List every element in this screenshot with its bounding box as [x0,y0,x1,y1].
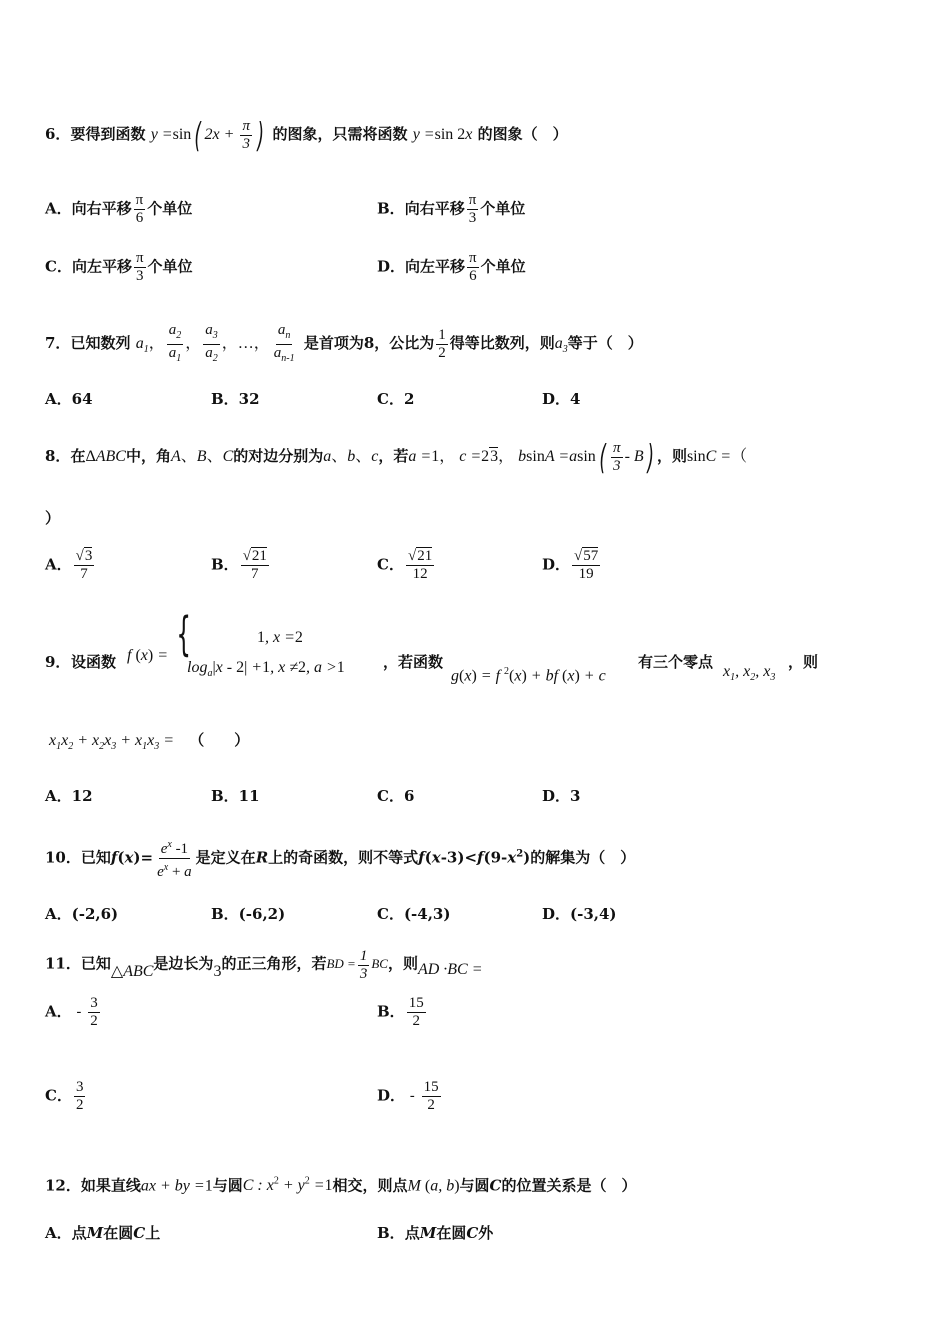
q8-number: 8． [45,447,71,466]
question-8: 8．在ΔABC中，角A、B、C的对边分别为a、b、c，若a =1， c =23， bsinA =asin( $\frac{\pi}{3}$ - B) ，则sinC =（ [45,437,748,478]
q10-option-c[interactable]: C．(-4,3) [377,905,451,923]
q12-number: 12． [45,1176,81,1195]
q12-option-a[interactable]: A．点M在圆C上 [45,1224,161,1242]
q7-sequence: $a_1$， $\frac{a_2}{a_1}$ ， $\frac{a_3}{a_2}$ ，…， $\frac{a_n}{a_{n-1}}$ [135,322,295,364]
q8-option-c[interactable]: C． $\frac{√21}{12}$ [377,548,433,582]
q9-option-c[interactable]: C．6 [377,787,415,805]
q11-number: 11． [45,954,81,973]
q11-option-b[interactable]: B． $\frac{15}{2}$ [377,995,424,1029]
q6-option-b[interactable]: B．向右平移 $\frac{\pi}{3}$ 个单位 [377,192,526,226]
q9-option-a[interactable]: A．12 [45,787,93,805]
q7-option-b[interactable]: B．32 [211,390,260,408]
q6-option-d[interactable]: D．向左平移 $\frac{\pi}{6}$ 个单位 [377,250,526,284]
q8-closing: ） [45,509,61,527]
q9-option-b[interactable]: B．11 [211,787,260,805]
exam-page: 6．要得到函数 y =sin( 2x + $\frac{\pi}{3}$ ) 的图象，只需将函数 y =sin 2x 的图象（ ） A．向右平移 $\frac{\pi}{6}$ 个单位 B．向右平移 $\frac{\pi}{3}$ 个单位 C．向左平移 $\frac{\pi}{3}$ 个单位 D．向左平移 $\frac{\pi}{6}$ 个单位 7．已知数列 $a_1$， $\frac{a_2}{a_1}$ ， $\frac{a_3}{a_2}$ ，…， $\frac{a_n}{a_{n-1}}$ 是首项为8，公比为 $\frac{1}{2}$ 得等比数列，则$a_3$等于（ ） A．64 B．32 C．2 D．4 8．在ΔABC中，角A、B、C的对边分别为a、b、c，若a =1， c =23， bsinA =asin( $\frac{\pi}{3}$ - B) ，则sinC =（ ） A． $\frac{√3}{7}$ B． $\frac{√21}{7}$ C． $\frac{√21}{12}$ D． $\frac{√57}{19}$ 9． 设函数 f (x) = { 1, x =2 $\log_a|x - 2| +1$, x ≠2, a >1 ，若函数 g(x) = f $^2$(x) + bf (x) + c 有三个零点 $x_1$, $x_2$, $x_3$ ，则 $x_1x_2 + x_2x_3 + x_1x_3$ = （ ） A．12 B．11 C．6 D．3 10．已知f(x)= $\frac{e^x -1}{e^x + a}$ 是定义在R上的奇函数，则不等式$f(x-3)<f(9-x^2)$的解集为（ ） A．(-2,6) B．(-6,2) C．(-4,3) D．(-3,4) 11．已知△ABC是边长为3的正三角形，若BD = $\frac{1}{3}$ BC，则AD ·BC = A． - $\frac{3}{2}$ B． $\frac{15}{2}$ C． $\frac{3}{2}$ D． - $\frac{15}{2}$ 12．如果直线ax + by =1与圆C : $x^2 + y^2 =1$相交，则点M (a, b)与圆C的位置关系是（ ） A．点M在圆C上 B．点M在圆C外 [45,115,819,1242]
q10-option-d[interactable]: D．(-3,4) [542,905,617,923]
question-6: 6．要得到函数 y =sin( 2x + $\frac{\pi}{3}$ ) 的图象，只需将函数 y =sin 2x 的图象（ ） [45,115,568,156]
q11-option-c[interactable]: C． $\frac{3}{2}$ [45,1079,84,1113]
q11-option-a[interactable]: A． - $\frac{3}{2}$ [45,995,98,1029]
q6-option-c[interactable]: C．向左平移 $\frac{\pi}{3}$ 个单位 [45,250,193,284]
q7-option-c[interactable]: C．2 [377,390,415,408]
q6-option-a[interactable]: A．向右平移 $\frac{\pi}{6}$ 个单位 [45,192,193,226]
q9-expression: $x_1x_2 + x_2x_3 + x_1x_3$ = （ ） [49,731,250,753]
q6-formula-target: y =sin( 2x + $\frac{\pi}{3}$ ) [150,115,264,156]
q6-formula-source: y =sin 2x [412,126,473,144]
q10-option-a[interactable]: A．(-2,6) [45,905,119,923]
q6-number: 6． [45,125,71,144]
q7-option-a[interactable]: A．64 [45,390,93,408]
q8-option-d[interactable]: D． $\frac{√57}{19}$ [542,548,599,582]
q7-number: 7． [45,334,71,353]
q10-option-b[interactable]: B．(-6,2) [211,905,286,923]
q8-option-a[interactable]: A． $\frac{√3}{7}$ [45,548,93,582]
q7-option-d[interactable]: D．4 [542,390,581,408]
question-11: 11．已知△ABC是边长为3的正三角形，若BD = $\frac{1}{3}$ BC，则AD ·BC = [45,948,483,982]
question-12: 12．如果直线ax + by =1与圆C : $x^2 + y^2 =1$相交，则点M (a, b)与圆C的位置关系是（ ） [45,1176,637,1195]
q11-option-d[interactable]: D． - $\frac{15}{2}$ [377,1079,439,1113]
q9-number: 9． [45,653,71,671]
q8-option-b[interactable]: B． $\frac{√21}{7}$ [211,548,267,582]
question-7: 7．已知数列 $a_1$， $\frac{a_2}{a_1}$ ， $\frac{a_3}{a_2}$ ，…， $\frac{a_n}{a_{n-1}}$ 是首项为8，公比为 $\frac{1}{2}$ 得等比数列，则$a_3$等于（ ） [45,322,643,364]
q9-option-d[interactable]: D．3 [542,787,581,805]
question-10: 10．已知f(x)= $\frac{e^x -1}{e^x + a}$ 是定义在R上的奇函数，则不等式$f(x-3)<f(9-x^2)$的解集为（ ） [45,836,635,881]
q10-number: 10． [45,848,81,867]
q12-option-b[interactable]: B．点M在圆C外 [377,1224,494,1242]
